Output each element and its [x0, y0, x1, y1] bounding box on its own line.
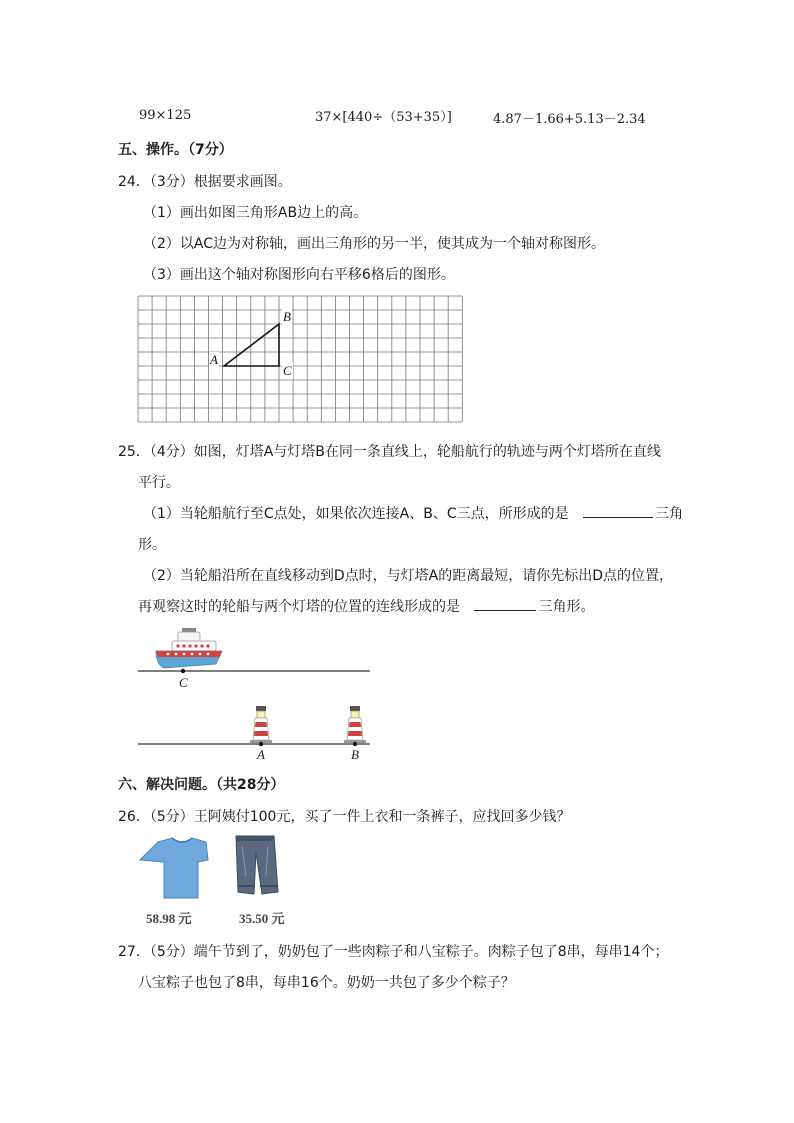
q27-line2: 八宝粽子也包了8串，每串16个。奶奶一共包了多少个粽子？ [138, 975, 515, 991]
q25-part2-text: 再观察这时的轮船与两个灯塔的位置的连线形成的是 [138, 599, 460, 615]
section-5-title: 五、操作。（7分） [118, 142, 233, 158]
q25-part1-tail: 三角 [655, 506, 684, 522]
grid-lines [138, 296, 462, 422]
point-c [181, 669, 185, 673]
label-tower-a: A [257, 747, 265, 762]
label-a: A [210, 352, 218, 367]
clothes-figure [138, 836, 298, 906]
boat-icon [156, 628, 222, 668]
expr-3: 4.87－1.66+5.13－2.34 [493, 112, 646, 127]
q25-part2-tail: 三角形。 [538, 599, 595, 615]
grid-figure [138, 296, 464, 424]
expr-2: 37×[440÷（53+35）] [315, 110, 452, 125]
q27-line1: 27．（5分）端午节到了，奶奶包了一些肉粽子和八宝粽子。肉粽子包了8串，每串14个； [118, 944, 669, 960]
pants-price: 35.50 元 [239, 911, 285, 926]
label-boat-c: C [179, 675, 188, 690]
q24-item-2: （2）以AC边为对称轴，画出三角形的另一半，使其成为一个轴对称图形。 [143, 236, 606, 252]
q25-part2-line2 [138, 596, 594, 616]
shirt-icon [140, 838, 208, 898]
q25-part1-line2: 形。 [138, 537, 166, 553]
q25-stem-line1: 25．（4分）如图，灯塔A与灯塔B在同一条直线上，轮船航行的轨迹与两个灯塔所在直线 [118, 444, 661, 460]
label-c: C [283, 363, 292, 378]
lighthouse-a-icon [250, 706, 272, 743]
answer-blank-1[interactable] [583, 503, 653, 518]
lighthouse-b-icon [344, 706, 366, 743]
point-a [259, 742, 263, 746]
triangle-abc [224, 324, 279, 366]
q24-stem: 24．（3分）根据要求画图。 [118, 174, 292, 190]
shirt-price: 58.98 元 [146, 911, 192, 926]
label-b: B [283, 309, 291, 324]
q25-part2-line1: （2）当轮船沿所在直线移动到D点时，与灯塔A的距离最短，请你先标出D点的位置， [143, 568, 674, 584]
q25-stem-line2: 平行。 [138, 475, 180, 491]
label-tower-b: B [351, 747, 359, 762]
q25-part1-line1 [143, 503, 683, 523]
q25-part1-text: （1）当轮船航行至C点处，如果依次连接A、B、C三点，所形成的是 [143, 506, 569, 522]
answer-blank-2[interactable] [474, 596, 536, 611]
q24-item-3: （3）画出这个轴对称图形向右平移6格后的图形。 [143, 267, 455, 283]
pants-icon [236, 836, 278, 894]
boat-lighthouse-figure [138, 620, 378, 760]
section-6-title: 六、解决问题。（共28分） [118, 777, 285, 793]
q24-item-1: （1）画出如图三角形AB边上的高。 [143, 205, 368, 221]
expr-1: 99×125 [139, 108, 192, 123]
point-b [353, 742, 357, 746]
q26-stem: 26．（5分）王阿姨付100元，买了一件上衣和一条裤子，应找回多少钱？ [118, 809, 571, 825]
